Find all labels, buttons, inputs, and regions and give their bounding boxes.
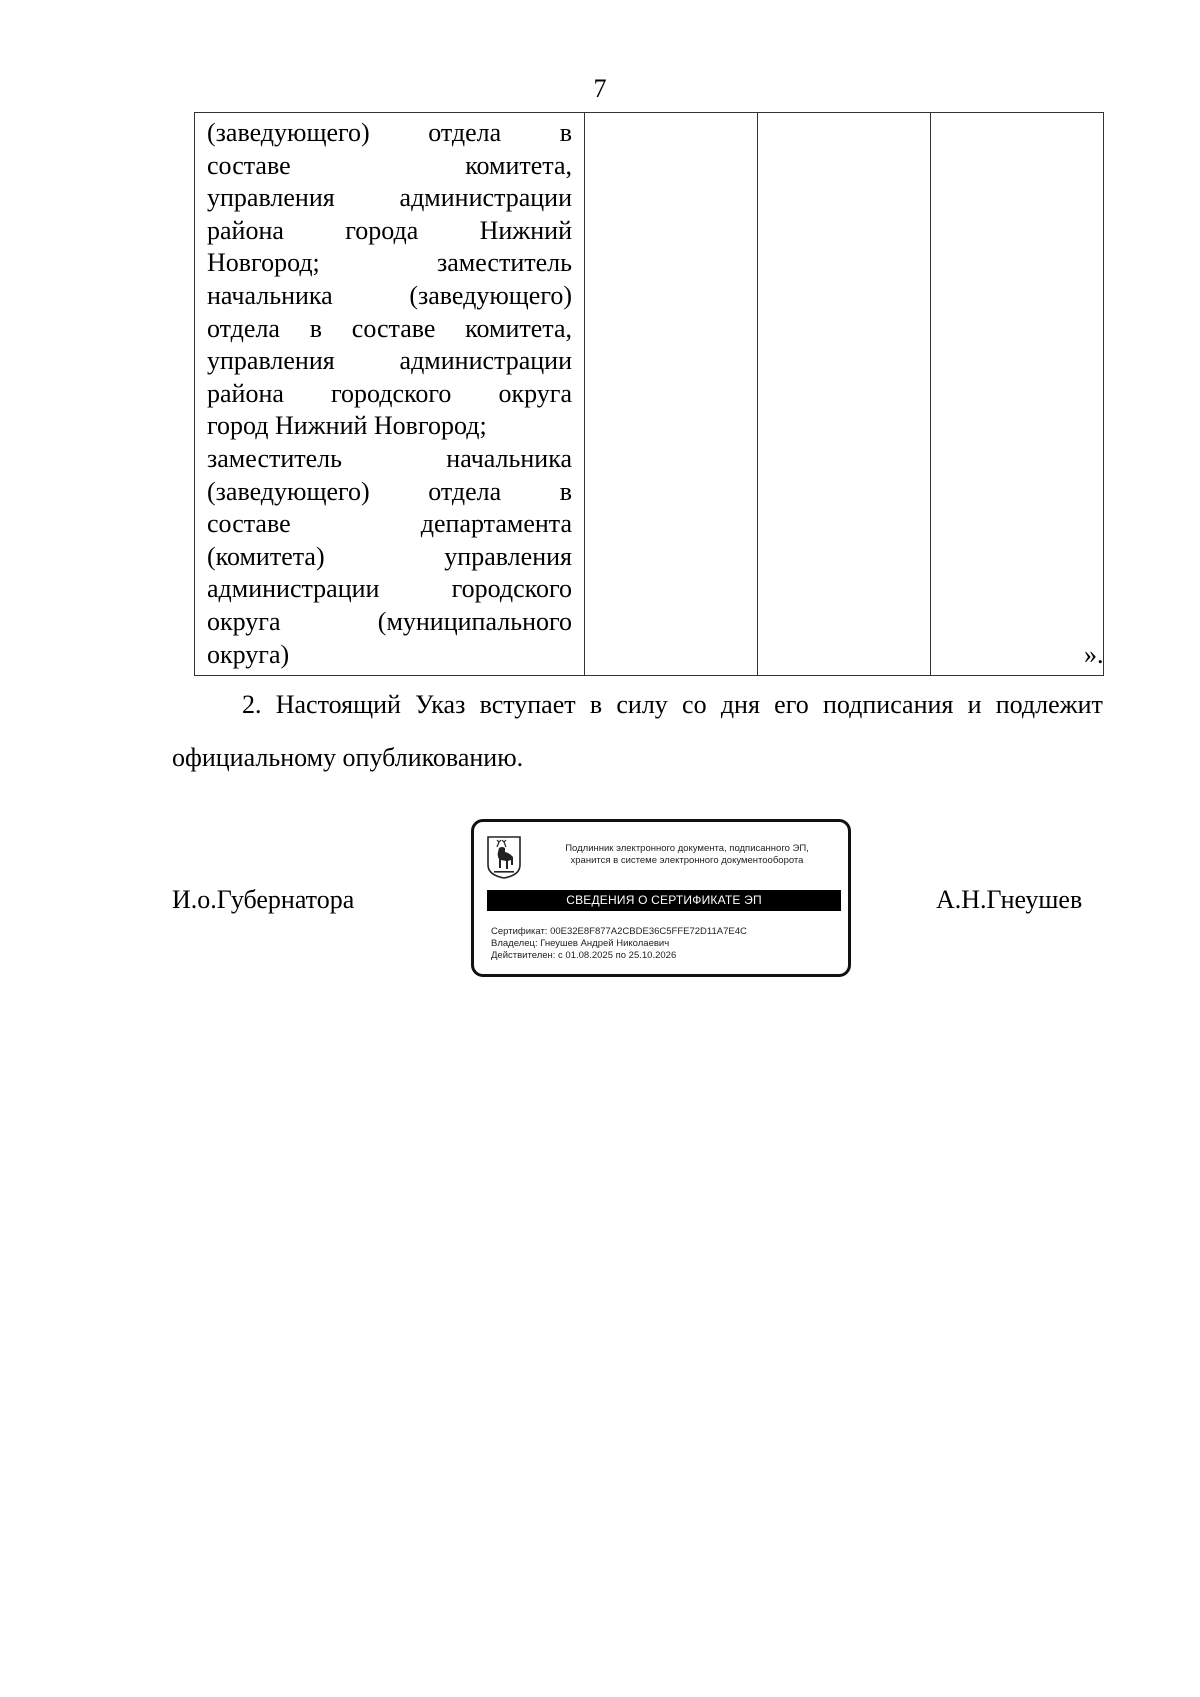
justified-text — [207, 215, 572, 248]
word: (заведующего) — [207, 476, 370, 506]
stamp-details — [491, 926, 747, 962]
word: в — [559, 118, 572, 147]
cell-line — [207, 573, 572, 606]
justified-text — [207, 345, 572, 378]
signatory-name: А.Н.Гнеушев — [936, 885, 1083, 914]
word: города — [345, 215, 419, 245]
word: администрации — [399, 183, 572, 213]
cell-line — [207, 378, 572, 411]
word: подлежит — [995, 690, 1103, 719]
word: (заведующего) — [409, 280, 572, 310]
justified-text — [207, 150, 572, 183]
word: администрации — [207, 574, 380, 604]
empty-cell — [585, 113, 758, 676]
word: со — [682, 690, 707, 719]
justified-text — [207, 476, 572, 509]
word: в — [309, 313, 323, 343]
word: силу — [616, 690, 668, 719]
justified-text — [207, 247, 572, 280]
word: департамента — [420, 509, 572, 539]
position-description-cell — [195, 113, 585, 676]
cell-line — [207, 606, 572, 639]
word: администрации — [399, 346, 572, 376]
cell-line — [207, 639, 572, 672]
justified-text — [207, 313, 572, 346]
word: управления — [444, 541, 572, 571]
word: (комитета) — [207, 541, 325, 571]
word: округа — [207, 606, 281, 636]
cell-line — [207, 150, 572, 183]
justified-text — [242, 690, 1103, 720]
cell-line — [207, 508, 572, 541]
justified-text — [207, 508, 572, 541]
closing-quote: ». — [1084, 640, 1104, 669]
justified-text — [207, 182, 572, 215]
justified-text — [207, 117, 572, 150]
word: заместитель — [436, 248, 572, 278]
word: Нижний — [479, 215, 572, 245]
word: начальника — [446, 443, 572, 473]
positions-table — [194, 112, 1104, 676]
empty-cell — [758, 113, 931, 676]
word: вступает — [479, 690, 576, 719]
justified-text — [207, 606, 572, 639]
page-number: 7 — [593, 74, 607, 103]
cell-line — [207, 215, 572, 248]
word: подписания — [822, 690, 954, 719]
word: составе — [207, 509, 291, 539]
word: в — [559, 476, 572, 506]
word: составе — [207, 150, 291, 180]
cell-line-text: округа) — [207, 639, 290, 669]
signatory-role: И.о.Губернатора — [172, 885, 355, 914]
empty-cell — [931, 113, 1104, 676]
paragraph-line — [172, 690, 1103, 720]
word: комитета, — [465, 150, 572, 180]
cell-line — [207, 117, 572, 150]
cell-line — [207, 247, 572, 280]
paragraph-line: официальному опубликованию. — [172, 743, 524, 772]
word: района — [207, 215, 284, 245]
electronic-signature-stamp — [471, 819, 851, 977]
word: заместитель — [207, 443, 343, 473]
justified-text — [207, 378, 572, 411]
cell-line — [207, 280, 572, 313]
word: управления — [207, 346, 335, 376]
stamp-caption-line: хранится в системе электронного документооборота — [570, 855, 804, 866]
word: отдела — [207, 313, 280, 343]
cell-line — [207, 345, 572, 378]
word: отдела — [428, 118, 502, 147]
stamp-caption-line: Подлинник электронного документа, подписанного ЭП, — [565, 843, 809, 854]
word: в — [589, 690, 603, 719]
stamp-caption — [534, 843, 840, 867]
table-row — [195, 113, 1104, 676]
word: Указ — [415, 690, 466, 719]
justified-text — [207, 573, 572, 606]
cell-line — [207, 541, 572, 574]
certificate-number: Сертификат: 00E32E8F877A2CBDE36C5FFE72D11A7E4C — [491, 926, 747, 937]
word: управления — [207, 183, 335, 213]
word: комитета, — [465, 313, 572, 343]
word: городского — [451, 574, 572, 604]
cell-line — [207, 443, 572, 476]
word: дня — [720, 690, 760, 719]
word: района — [207, 378, 284, 408]
justified-text — [207, 280, 572, 313]
certificate-owner: Владелец: Гнеушев Андрей Николаевич — [491, 938, 670, 949]
deer-emblem-icon — [486, 835, 522, 879]
word: Новгород; — [207, 248, 320, 278]
word: и — [967, 690, 982, 719]
cell-line — [207, 476, 572, 509]
word: отдела — [428, 476, 502, 506]
word: (заведующего) — [207, 118, 370, 147]
justified-text — [207, 541, 572, 574]
cell-line — [207, 410, 572, 443]
word: 2. — [242, 690, 262, 719]
stamp-title-bar: СВЕДЕНИЯ О СЕРТИФИКАТЕ ЭП — [487, 890, 841, 911]
word: округа — [498, 378, 572, 408]
cell-line-text: город Нижний Новгород; — [207, 411, 487, 441]
word: Настоящий — [275, 690, 401, 719]
word: начальника — [207, 280, 333, 310]
certificate-validity: Действителен: с 01.08.2025 по 25.10.2026 — [491, 950, 677, 961]
word: (муниципального — [377, 606, 572, 636]
word: его — [774, 690, 809, 719]
cell-line — [207, 313, 572, 346]
word: составе — [351, 313, 436, 343]
cell-line — [207, 182, 572, 215]
word: городского — [331, 378, 452, 408]
justified-text — [207, 443, 572, 476]
